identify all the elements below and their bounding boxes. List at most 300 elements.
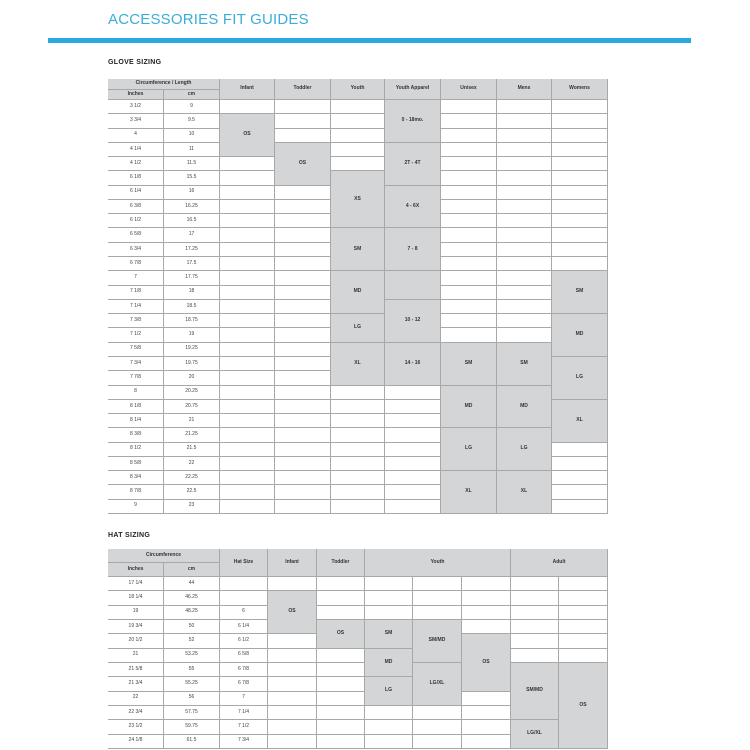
glove-empty-cell	[275, 443, 331, 457]
glove-row-cm: 9	[164, 100, 220, 114]
hat-header-circumference: Circumference	[108, 549, 220, 563]
glove-empty-cell	[552, 214, 608, 228]
glove-section-title: GLOVE SIZING	[108, 59, 162, 66]
glove-empty-cell	[220, 400, 275, 414]
glove-size-youth: SM	[331, 228, 385, 271]
glove-empty-cell	[441, 143, 497, 157]
glove-row-inches: 7 5/8	[108, 343, 164, 357]
glove-empty-cell	[220, 485, 275, 499]
glove-empty-cell	[275, 371, 331, 385]
glove-row-cm: 17.5	[164, 257, 220, 271]
hat-row-cm: 46.25	[164, 591, 220, 605]
hat-row-hat-size: 7 3/4	[220, 735, 268, 749]
hat-empty-cell	[413, 591, 462, 605]
hat-empty-cell	[268, 577, 317, 591]
hat-row-cm: 53.25	[164, 649, 220, 663]
glove-empty-cell	[497, 243, 552, 257]
glove-empty-cell	[275, 243, 331, 257]
glove-empty-cell	[275, 357, 331, 371]
glove-empty-cell	[275, 286, 331, 300]
glove-size-unisex: XL	[441, 471, 497, 514]
hat-empty-cell	[268, 677, 317, 691]
glove-empty-cell	[275, 257, 331, 271]
glove-empty-cell	[220, 200, 275, 214]
hat-empty-cell	[268, 692, 317, 706]
glove-empty-cell	[275, 214, 331, 228]
glove-header-cm: cm	[164, 90, 220, 100]
glove-empty-cell	[497, 143, 552, 157]
glove-empty-cell	[275, 471, 331, 485]
glove-empty-cell	[275, 343, 331, 357]
hat-header-infant: Infant	[268, 549, 317, 577]
glove-empty-cell	[552, 186, 608, 200]
hat-empty-cell	[365, 706, 413, 720]
glove-row-cm: 18.75	[164, 314, 220, 328]
glove-empty-cell	[385, 457, 441, 471]
hat-empty-cell	[365, 606, 413, 620]
hat-empty-cell	[559, 606, 608, 620]
hat-row-cm: 61.5	[164, 735, 220, 749]
glove-empty-cell	[331, 157, 385, 171]
hat-empty-cell	[317, 591, 365, 605]
glove-row-cm: 20.75	[164, 400, 220, 414]
glove-empty-cell	[275, 300, 331, 314]
glove-size-youth: XL	[331, 343, 385, 386]
glove-empty-cell	[552, 171, 608, 185]
glove-empty-cell	[331, 143, 385, 157]
hat-empty-cell	[559, 649, 608, 663]
glove-empty-cell	[220, 243, 275, 257]
glove-size-mens: LG	[497, 428, 552, 471]
glove-size-mens: MD	[497, 386, 552, 429]
glove-row-inches: 6 1/8	[108, 171, 164, 185]
glove-row-inches: 3 1/2	[108, 100, 164, 114]
hat-empty-cell	[462, 591, 511, 605]
hat-empty-cell	[559, 577, 608, 591]
glove-empty-cell	[331, 471, 385, 485]
glove-size-womens: MD	[552, 314, 608, 357]
hat-row-inches: 19 3/4	[108, 620, 164, 634]
glove-empty-cell	[552, 228, 608, 242]
glove-empty-cell	[497, 257, 552, 271]
glove-empty-cell	[441, 314, 497, 328]
glove-size-youth: XS	[331, 171, 385, 228]
glove-empty-cell	[441, 186, 497, 200]
glove-empty-cell	[552, 243, 608, 257]
hat-empty-cell	[268, 706, 317, 720]
glove-empty-cell	[497, 129, 552, 143]
hat-empty-cell	[413, 706, 462, 720]
hat-row-cm: 48.25	[164, 606, 220, 620]
hat-empty-cell	[462, 735, 511, 749]
glove-empty-cell	[220, 186, 275, 200]
hat-row-hat-size: 6 7/8	[220, 677, 268, 691]
glove-row-cm: 17.25	[164, 243, 220, 257]
glove-empty-cell	[385, 471, 441, 485]
glove-empty-cell	[331, 428, 385, 442]
hat-row-inches: 20 1/2	[108, 634, 164, 648]
hat-empty-cell	[462, 620, 511, 634]
hat-empty-cell	[559, 634, 608, 648]
glove-row-cm: 11	[164, 143, 220, 157]
glove-empty-cell	[441, 328, 497, 342]
glove-row-inches: 7	[108, 271, 164, 285]
glove-empty-cell	[275, 271, 331, 285]
hat-row-cm: 57.75	[164, 706, 220, 720]
glove-empty-cell	[497, 171, 552, 185]
glove-empty-cell	[441, 200, 497, 214]
hat-empty-cell	[317, 577, 365, 591]
hat-size-youth-a: SM	[365, 620, 413, 649]
hat-empty-cell	[268, 634, 317, 648]
glove-empty-cell	[220, 414, 275, 428]
glove-size-youth-apparel: 10 - 12	[385, 300, 441, 343]
hat-row-hat-size: 6 1/4	[220, 620, 268, 634]
glove-empty-cell	[497, 300, 552, 314]
hat-row-inches: 17 1/4	[108, 577, 164, 591]
glove-empty-cell	[220, 157, 275, 171]
hat-header-adult: Adult	[511, 549, 608, 577]
glove-size-mens: XL	[497, 471, 552, 514]
hat-row-cm: 59.75	[164, 720, 220, 734]
hat-row-hat-size	[220, 577, 268, 591]
glove-empty-cell	[275, 457, 331, 471]
hat-row-inches: 23 1/2	[108, 720, 164, 734]
glove-row-cm: 19.25	[164, 343, 220, 357]
hat-empty-cell	[317, 663, 365, 677]
glove-header-youth: Youth	[331, 79, 385, 100]
glove-empty-cell	[385, 443, 441, 457]
hat-row-inches: 22	[108, 692, 164, 706]
glove-empty-cell	[497, 271, 552, 285]
glove-empty-cell	[220, 443, 275, 457]
hat-header-inches: Inches	[108, 563, 164, 577]
glove-empty-cell	[441, 257, 497, 271]
glove-row-inches: 3 3/4	[108, 114, 164, 128]
glove-size-youth-apparel: 4 - 6X	[385, 186, 441, 229]
glove-empty-cell	[220, 286, 275, 300]
hat-empty-cell	[511, 606, 559, 620]
glove-empty-cell	[497, 186, 552, 200]
glove-size-infant: OS	[220, 114, 275, 157]
hat-row-hat-size: 7	[220, 692, 268, 706]
hat-empty-cell	[413, 720, 462, 734]
glove-empty-cell	[331, 129, 385, 143]
hat-empty-cell	[462, 692, 511, 706]
glove-header-infant: Infant	[220, 79, 275, 100]
hat-empty-cell	[511, 591, 559, 605]
glove-size-youth: LG	[331, 314, 385, 343]
glove-empty-cell	[220, 500, 275, 514]
hat-row-hat-size	[220, 591, 268, 605]
glove-empty-cell	[441, 171, 497, 185]
glove-empty-cell	[220, 100, 275, 114]
glove-empty-cell	[275, 414, 331, 428]
hat-row-hat-size: 6 7/8	[220, 663, 268, 677]
hat-size-adult-a: SM/MD	[511, 663, 559, 720]
hat-row-inches: 21 3/4	[108, 677, 164, 691]
hat-sizing-table	[108, 549, 608, 749]
hat-empty-cell	[462, 706, 511, 720]
glove-row-inches: 4	[108, 129, 164, 143]
glove-row-cm: 18.5	[164, 300, 220, 314]
glove-row-inches: 8 3/8	[108, 428, 164, 442]
hat-empty-cell	[268, 735, 317, 749]
glove-row-cm: 16.25	[164, 200, 220, 214]
hat-size-toddler: OS	[317, 620, 365, 649]
hat-size-adult-a: LG/XL	[511, 720, 559, 749]
glove-empty-cell	[275, 100, 331, 114]
glove-empty-cell	[441, 100, 497, 114]
glove-sizing-table	[108, 79, 608, 514]
glove-empty-cell	[441, 271, 497, 285]
hat-row-inches: 19	[108, 606, 164, 620]
glove-size-youth: MD	[331, 271, 385, 314]
glove-row-cm: 23	[164, 500, 220, 514]
hat-empty-cell	[365, 591, 413, 605]
glove-empty-cell	[552, 471, 608, 485]
glove-empty-cell	[552, 129, 608, 143]
glove-row-inches: 8 3/4	[108, 471, 164, 485]
hat-row-inches: 18 1/4	[108, 591, 164, 605]
glove-row-cm: 17.75	[164, 271, 220, 285]
hat-header-youth: Youth	[365, 549, 511, 577]
glove-empty-cell	[275, 200, 331, 214]
glove-empty-cell	[497, 314, 552, 328]
hat-empty-cell	[511, 577, 559, 591]
glove-empty-cell	[552, 257, 608, 271]
hat-empty-cell	[317, 720, 365, 734]
glove-row-inches: 6 3/8	[108, 200, 164, 214]
hat-header-cm: cm	[164, 563, 220, 577]
hat-empty-cell	[317, 606, 365, 620]
glove-row-cm: 19.75	[164, 357, 220, 371]
hat-row-inches: 21 5/8	[108, 663, 164, 677]
hat-size-youth-a: MD	[365, 649, 413, 678]
hat-size-adult-b: OS	[559, 663, 608, 749]
glove-empty-cell	[275, 400, 331, 414]
hat-empty-cell	[413, 735, 462, 749]
hat-empty-cell	[317, 706, 365, 720]
glove-empty-cell	[275, 328, 331, 342]
glove-row-cm: 18	[164, 286, 220, 300]
hat-row-cm: 55	[164, 663, 220, 677]
hat-empty-cell	[365, 735, 413, 749]
glove-empty-cell	[220, 371, 275, 385]
glove-row-inches: 8 1/8	[108, 400, 164, 414]
glove-empty-cell	[275, 386, 331, 400]
hat-row-cm: 52	[164, 634, 220, 648]
glove-empty-cell	[552, 143, 608, 157]
glove-empty-cell	[220, 357, 275, 371]
page-title: ACCESSORIES FIT GUIDES	[108, 11, 309, 28]
glove-empty-cell	[552, 485, 608, 499]
glove-row-cm: 15.5	[164, 171, 220, 185]
glove-empty-cell	[497, 228, 552, 242]
glove-empty-cell	[385, 400, 441, 414]
glove-header-womens: Womens	[552, 79, 608, 100]
hat-empty-cell	[413, 577, 462, 591]
glove-empty-cell	[331, 114, 385, 128]
hat-row-hat-size: 7 1/2	[220, 720, 268, 734]
hat-empty-cell	[365, 577, 413, 591]
hat-size-youth-a: LG	[365, 677, 413, 706]
glove-row-inches: 8 5/8	[108, 457, 164, 471]
glove-empty-cell	[220, 457, 275, 471]
glove-size-youth-apparel	[385, 271, 441, 300]
glove-empty-cell	[220, 386, 275, 400]
glove-row-inches: 9	[108, 500, 164, 514]
hat-header-toddler: Toddler	[317, 549, 365, 577]
glove-size-youth-apparel: 14 - 16	[385, 343, 441, 386]
glove-row-inches: 6 7/8	[108, 257, 164, 271]
glove-empty-cell	[220, 214, 275, 228]
hat-row-cm: 50	[164, 620, 220, 634]
glove-empty-cell	[497, 157, 552, 171]
hat-empty-cell	[462, 606, 511, 620]
glove-empty-cell	[385, 500, 441, 514]
glove-empty-cell	[275, 186, 331, 200]
hat-empty-cell	[317, 692, 365, 706]
glove-empty-cell	[552, 200, 608, 214]
glove-empty-cell	[552, 114, 608, 128]
glove-size-youth-apparel: 0 - 18mo.	[385, 100, 441, 143]
hat-row-inches: 24 1/8	[108, 735, 164, 749]
glove-row-cm: 17	[164, 228, 220, 242]
glove-row-cm: 16.5	[164, 214, 220, 228]
glove-empty-cell	[275, 485, 331, 499]
hat-empty-cell	[462, 577, 511, 591]
hat-size-infant: OS	[268, 591, 317, 634]
glove-row-inches: 4 1/4	[108, 143, 164, 157]
glove-empty-cell	[220, 300, 275, 314]
hat-empty-cell	[559, 591, 608, 605]
hat-row-cm: 55.25	[164, 677, 220, 691]
glove-empty-cell	[441, 214, 497, 228]
hat-row-inches: 21	[108, 649, 164, 663]
glove-size-youth-apparel: 7 - 8	[385, 228, 441, 271]
glove-empty-cell	[441, 129, 497, 143]
glove-header-circumference: Circumference / Length	[108, 79, 220, 90]
glove-empty-cell	[441, 243, 497, 257]
hat-empty-cell	[317, 677, 365, 691]
hat-empty-cell	[559, 620, 608, 634]
hat-empty-cell	[511, 649, 559, 663]
hat-row-hat-size: 7 1/4	[220, 706, 268, 720]
glove-empty-cell	[441, 114, 497, 128]
hat-header-hat-size: Hat Size	[220, 549, 268, 577]
glove-empty-cell	[275, 114, 331, 128]
hat-row-inches: 22 3/4	[108, 706, 164, 720]
glove-size-unisex: MD	[441, 386, 497, 429]
hat-empty-cell	[365, 720, 413, 734]
glove-empty-cell	[220, 471, 275, 485]
glove-empty-cell	[220, 428, 275, 442]
glove-empty-cell	[385, 485, 441, 499]
glove-header-mens: Mens	[497, 79, 552, 100]
glove-row-cm: 10	[164, 129, 220, 143]
glove-empty-cell	[497, 114, 552, 128]
glove-row-cm: 21	[164, 414, 220, 428]
glove-empty-cell	[331, 457, 385, 471]
glove-empty-cell	[275, 500, 331, 514]
glove-row-inches: 8 7/8	[108, 485, 164, 499]
glove-empty-cell	[220, 257, 275, 271]
hat-empty-cell	[268, 663, 317, 677]
glove-row-inches: 4 1/2	[108, 157, 164, 171]
glove-row-cm: 9.5	[164, 114, 220, 128]
glove-row-cm: 20.25	[164, 386, 220, 400]
glove-header-inches: Inches	[108, 90, 164, 100]
glove-empty-cell	[441, 300, 497, 314]
glove-empty-cell	[441, 286, 497, 300]
hat-empty-cell	[413, 606, 462, 620]
glove-empty-cell	[552, 457, 608, 471]
glove-row-inches: 6 1/2	[108, 214, 164, 228]
hat-empty-cell	[268, 649, 317, 663]
glove-size-womens: SM	[552, 271, 608, 314]
glove-empty-cell	[497, 214, 552, 228]
hat-empty-cell	[462, 720, 511, 734]
hat-empty-cell	[317, 735, 365, 749]
glove-empty-cell	[331, 500, 385, 514]
glove-empty-cell	[331, 414, 385, 428]
glove-row-inches: 8 1/4	[108, 414, 164, 428]
glove-empty-cell	[552, 100, 608, 114]
glove-empty-cell	[497, 328, 552, 342]
glove-row-inches: 7 1/4	[108, 300, 164, 314]
glove-empty-cell	[220, 314, 275, 328]
glove-size-womens: LG	[552, 357, 608, 400]
glove-empty-cell	[497, 200, 552, 214]
glove-empty-cell	[220, 271, 275, 285]
glove-empty-cell	[331, 485, 385, 499]
hat-empty-cell	[268, 720, 317, 734]
glove-empty-cell	[385, 428, 441, 442]
hat-size-youth-b: SM/MD	[413, 620, 462, 663]
glove-size-toddler: OS	[275, 143, 331, 186]
hat-row-hat-size: 6 1/2	[220, 634, 268, 648]
hat-section-title: HAT SIZING	[108, 532, 151, 539]
hat-empty-cell	[317, 649, 365, 663]
glove-empty-cell	[331, 386, 385, 400]
glove-empty-cell	[385, 414, 441, 428]
glove-row-cm: 22.5	[164, 485, 220, 499]
hat-size-youth-c: OS	[462, 634, 511, 691]
glove-size-youth-apparel: 2T - 4T	[385, 143, 441, 186]
glove-empty-cell	[552, 443, 608, 457]
glove-empty-cell	[275, 314, 331, 328]
glove-row-cm: 20	[164, 371, 220, 385]
glove-empty-cell	[275, 228, 331, 242]
glove-row-inches: 7 1/8	[108, 286, 164, 300]
glove-row-inches: 7 7/8	[108, 371, 164, 385]
glove-size-unisex: LG	[441, 428, 497, 471]
glove-empty-cell	[552, 157, 608, 171]
glove-size-womens: XL	[552, 400, 608, 443]
hat-row-cm: 56	[164, 692, 220, 706]
glove-size-unisex: SM	[441, 343, 497, 386]
glove-row-inches: 7 3/8	[108, 314, 164, 328]
glove-empty-cell	[220, 228, 275, 242]
glove-row-inches: 6 1/4	[108, 186, 164, 200]
glove-row-cm: 16	[164, 186, 220, 200]
glove-empty-cell	[441, 228, 497, 242]
glove-row-cm: 21.5	[164, 443, 220, 457]
glove-row-cm: 11.5	[164, 157, 220, 171]
glove-size-mens: SM	[497, 343, 552, 386]
glove-row-inches: 7 1/2	[108, 328, 164, 342]
